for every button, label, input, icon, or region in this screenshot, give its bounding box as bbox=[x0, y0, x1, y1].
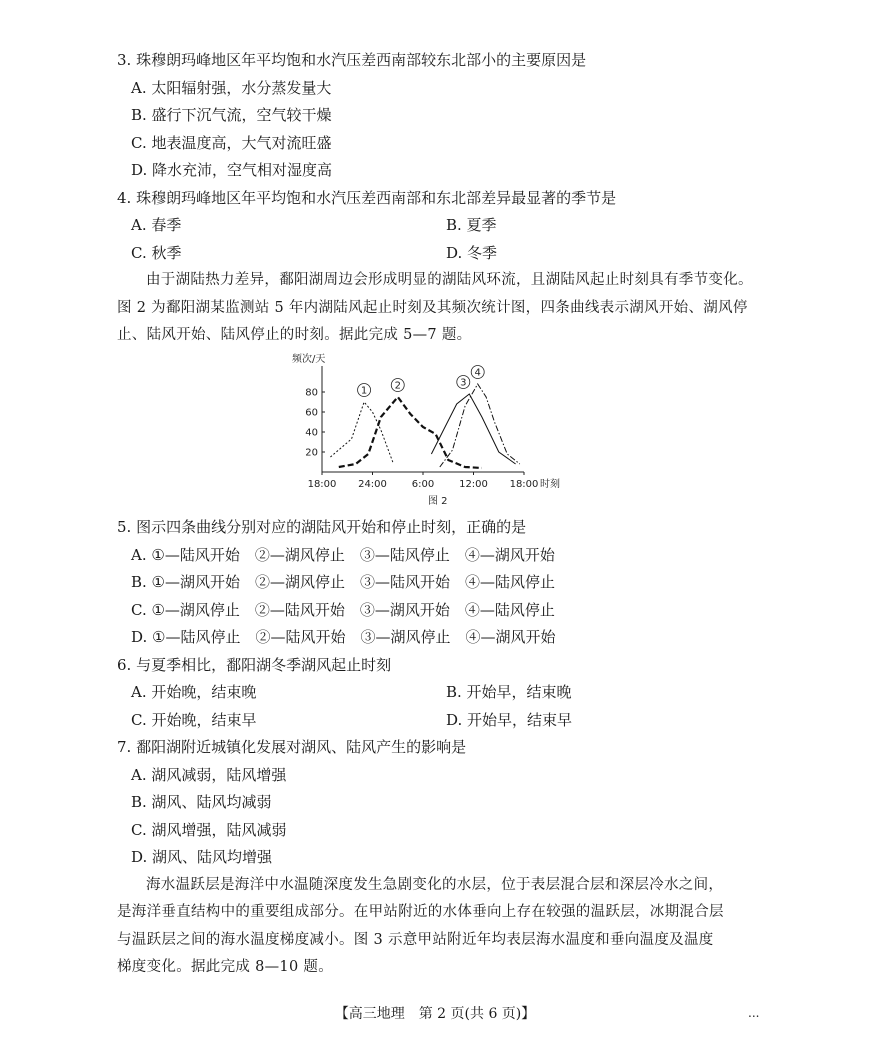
y-axis-label: 频次/天 bbox=[292, 354, 326, 365]
x-tick-label: 24:00 bbox=[358, 479, 387, 490]
series-line-1 bbox=[330, 402, 393, 464]
series-line-4 bbox=[440, 384, 520, 467]
y-tick-label: 80 bbox=[305, 387, 318, 399]
question-7-option-b: B. 湖风、陆风均减弱 bbox=[131, 793, 272, 811]
question-3-option-c: C. 地表温度高，大气对流旺盛 bbox=[131, 134, 332, 152]
question-4-option-c: C. 秋季 bbox=[131, 244, 182, 262]
footer-mark: ... bbox=[748, 1006, 760, 1020]
question-6-option-a: A. 开始晚，结束晚 bbox=[131, 683, 257, 701]
intro-5-7-line-2: 图 2 为鄱阳湖某监测站 5 年内湖陆风起止时刻及其频次统计图，四条曲线表示湖风开始、湖风停 bbox=[117, 300, 748, 316]
x-tick-label: 6:00 bbox=[411, 479, 435, 490]
figure-2-chart bbox=[290, 348, 590, 510]
question-7-option-d: D. 湖风、陆风均增强 bbox=[131, 848, 273, 866]
question-4-stem: 4. 珠穆朗玛峰地区年平均饱和水汽压差西南部和东北部差异最显著的季节是 bbox=[117, 189, 617, 207]
series-label: 1 bbox=[360, 385, 368, 397]
question-4-option-b: B. 夏季 bbox=[446, 216, 497, 234]
question-6-option-d: D. 开始早，结束早 bbox=[446, 711, 573, 729]
question-5-option-b: B. ①—湖风开始 ②—湖风停止 ③—陆风开始 ④—陆风停止 bbox=[131, 573, 556, 591]
series-label: 4 bbox=[474, 367, 481, 379]
intro-5-7-line-1: 由于湖陆热力差异，鄱阳湖周边会形成明显的湖陆风环流，且湖陆风起止时刻具有季节变化。 bbox=[146, 272, 753, 288]
question-3-stem: 3. 珠穆朗玛峰地区年平均饱和水汽压差西南部较东北部小的主要原因是 bbox=[117, 51, 587, 69]
question-3-option-b: B. 盛行下沉气流，空气较干燥 bbox=[131, 106, 332, 124]
figure-caption: 图 2 bbox=[428, 496, 448, 507]
question-4-option-d: D. 冬季 bbox=[446, 244, 498, 262]
question-6-option-c: C. 开始晚，结束早 bbox=[131, 711, 257, 729]
intro-5-7-line-3: 止、陆风开始、陆风停止的时刻。据此完成 5—7 题。 bbox=[117, 327, 472, 343]
series-label: 2 bbox=[394, 380, 401, 392]
question-7-stem: 7. 鄱阳湖附近城镇化发展对湖风、陆风产生的影响是 bbox=[117, 738, 467, 756]
x-tick-label: 18:00 bbox=[509, 479, 539, 490]
page-footer: 【高三地理 第 2 页(共 6 页)】 bbox=[334, 1006, 536, 1022]
question-5-option-c: C. ①—湖风停止 ②—陆风开始 ③—湖风开始 ④—陆风停止 bbox=[131, 601, 555, 619]
question-6-stem: 6. 与夏季相比，鄱阳湖冬季湖风起止时刻 bbox=[117, 656, 392, 674]
intro-8-10-line-1: 海水温跃层是海洋中水温随深度发生急剧变化的水层，位于表层混合层和深层冷水之间， bbox=[146, 877, 724, 893]
intro-8-10-line-4: 梯度变化。据此完成 8—10 题。 bbox=[117, 959, 333, 975]
chart-lines bbox=[330, 384, 519, 468]
x-tick-label: 18:00 bbox=[307, 479, 337, 490]
series-line-2 bbox=[339, 397, 482, 468]
intro-8-10-line-2: 是海洋垂直结构中的重要组成部分。在甲站附近的水体垂向上存在较强的温跃层，冰期混合层 bbox=[117, 904, 724, 920]
question-5-option-d: D. ①—陆风停止 ②—陆风开始 ③—湖风停止 ④—湖风开始 bbox=[131, 628, 556, 646]
y-tick-label: 60 bbox=[305, 407, 318, 419]
x-tick-label: 12:00 bbox=[459, 479, 488, 490]
question-7-option-c: C. 湖风增强，陆风减弱 bbox=[131, 821, 287, 839]
question-6-option-b: B. 开始早，结束晚 bbox=[446, 683, 572, 701]
y-tick-label: 20 bbox=[305, 447, 318, 459]
series-label: 3 bbox=[460, 377, 467, 389]
chart-svg bbox=[290, 348, 590, 510]
question-5-option-a: A. ①—陆风开始 ②—湖风停止 ③—陆风停止 ④—湖风开始 bbox=[131, 546, 555, 564]
question-7-option-a: A. 湖风减弱，陆风增强 bbox=[131, 766, 287, 784]
question-5-stem: 5. 图示四条曲线分别对应的湖陆风开始和停止时刻，正确的是 bbox=[117, 518, 527, 536]
question-3-option-d: D. 降水充沛，空气相对湿度高 bbox=[131, 161, 333, 179]
chart-ticks bbox=[305, 385, 560, 491]
y-tick-label: 40 bbox=[305, 427, 318, 439]
intro-8-10-line-3: 与温跃层之间的海水温度梯度减小。图 3 示意甲站附近年均表层海水温度和垂向温度及温度 bbox=[117, 932, 714, 948]
question-4-option-a: A. 春季 bbox=[131, 216, 182, 234]
chart-series-labels bbox=[358, 366, 485, 397]
question-3-option-a: A. 太阳辐射强，水分蒸发量大 bbox=[131, 79, 332, 97]
x-axis-label: 时刻 bbox=[540, 479, 560, 490]
